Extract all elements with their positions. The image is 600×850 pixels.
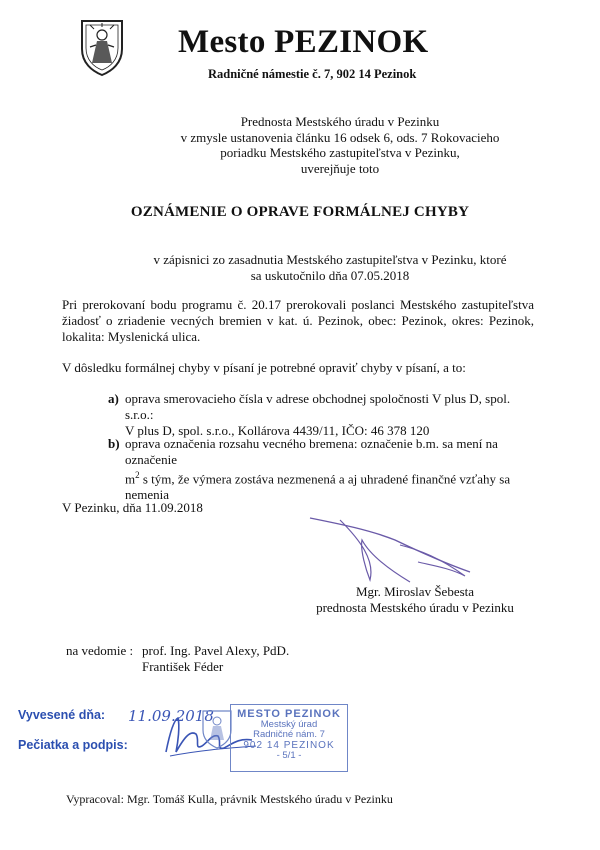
- seal-line: Mestský úrad: [260, 719, 318, 730]
- posted-label: Vyvesené dňa:: [18, 708, 106, 722]
- date-line: V Pezinku, dňa 11.09.2018: [62, 500, 203, 515]
- list-item-text: s tým, že výmera zostáva nezmenená a aj uhradené finančné vzťahy sa nemenia: [125, 470, 511, 502]
- list-item-a: [108, 391, 538, 438]
- recipient-1: prof. Ing. Pavel Alexy, PdD.: [142, 643, 290, 658]
- seal-line: - 5/1 -: [276, 750, 302, 761]
- document-heading: OZNÁMENIE O OPRAVE FORMÁLNEJ CHYBY: [130, 204, 470, 220]
- intro-line: poriadku Mestského zastupiteľstva v Pezinku,: [220, 145, 460, 160]
- prepared-by-footer: Vypracoval: Mgr. Tomáš Kulla, právnik Mestského úradu v Pezinku: [66, 792, 393, 806]
- list-marker: b): [108, 436, 120, 451]
- signatory-name: Mgr. Miroslav Šebesta: [355, 584, 475, 599]
- posted-date-handwritten: 11.09.2018: [128, 707, 214, 725]
- list-item-text: oprava smerovacieho čísla v adrese obchodnej spoločnosti V plus D, spol. s.r.o.:: [125, 391, 511, 422]
- unit-text: m: [125, 470, 136, 486]
- seal-line: 902 14 PEZINOK: [243, 740, 335, 751]
- intro-line: Prednosta Mestského úradu v Pezinku: [240, 114, 440, 129]
- list-item-b: [108, 436, 538, 503]
- seal-line: MESTO PEZINOK: [237, 708, 341, 720]
- signatory-role: prednosta Mestského úradu v Pezinku: [316, 599, 514, 615]
- list-item-text: V plus D, spol. s.r.o., Kollárova 4439/11, IČO: 46 378 120: [125, 422, 430, 438]
- stamp-signature-label: Pečiatka a podpis:: [18, 738, 128, 752]
- list-item-text: oprava označenia rozsahu vecného bremena: označenie b.m. sa mení na označenie: [125, 436, 498, 467]
- recipient-2: František Féder: [142, 658, 224, 674]
- subheading: [120, 252, 540, 283]
- subheading-line: sa uskutočnilo dňa 07.05.2018: [250, 267, 410, 283]
- intro-line: uverejňuje toto: [300, 160, 380, 176]
- signature-scribble-icon: [300, 510, 510, 590]
- na-vedomie-block: [66, 643, 289, 674]
- city-title: Mesto PEZINOK: [178, 24, 429, 60]
- list-item-text-line2: [125, 468, 538, 503]
- na-vedomie-label: na vedomie :: [66, 643, 134, 658]
- paragraph-2: V dôsledku formálnej chyby v písaní je potrebné opraviť chyby v písaní, a to:: [62, 360, 466, 375]
- paragraph-1: Pri prerokovaní bodu programu č. 20.17 prerokovali poslanci Mestského zastupiteľstva žiadosť o zriadenie vecných bremien v kat. ú. Pezinok, obec: Pezinok, okres: Pezinok, lokalita: Myslenická ulica.: [62, 297, 534, 344]
- unit-superscript: 2: [135, 469, 140, 480]
- city-address: Radničné námestie č. 7, 902 14 Pezinok: [208, 67, 417, 81]
- list-marker: a): [108, 391, 119, 406]
- intro-line: v zmysle ustanovenia článku 16 odsek 6, ods. 7 Rokovacieho: [180, 129, 500, 145]
- seal-emblem-icon: [200, 708, 234, 750]
- signature-block: [300, 584, 530, 615]
- intro-block: [140, 114, 540, 176]
- seal-line: Radničné nám. 7: [253, 729, 325, 740]
- official-seal: [230, 704, 348, 772]
- city-crest-icon: [78, 17, 126, 77]
- subheading-line: v zápisnici zo zasadnutia Mestského zastupiteľstva v Pezinku, ktoré: [153, 252, 507, 267]
